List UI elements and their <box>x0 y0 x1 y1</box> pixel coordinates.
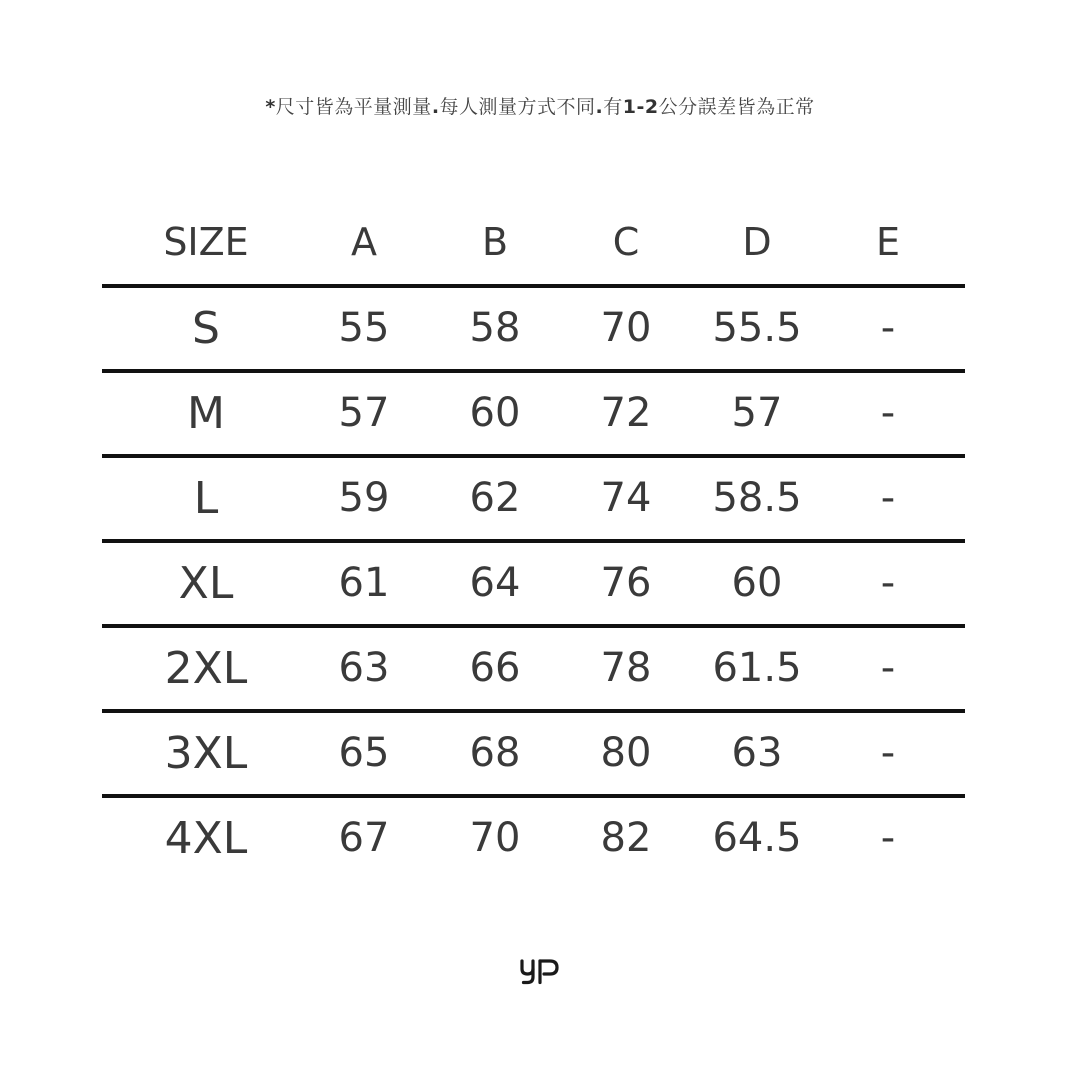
cell-size: 2XL <box>164 643 248 694</box>
cell-b: 64 <box>469 560 521 606</box>
cell-size: S <box>192 303 220 354</box>
cell-a: 67 <box>338 815 390 861</box>
cell-b: 68 <box>469 730 521 776</box>
table-header-row <box>102 200 965 284</box>
measurement-note <box>0 92 1080 119</box>
cell-d: 60 <box>731 560 783 606</box>
cell-a: 65 <box>338 730 390 776</box>
cell-size: M <box>187 388 225 439</box>
table-row <box>102 458 965 539</box>
header-size: SIZE <box>163 220 249 264</box>
cell-d: 58.5 <box>712 475 802 521</box>
header-b: B <box>481 220 509 264</box>
table-row <box>102 543 965 624</box>
cell-a: 61 <box>338 560 390 606</box>
note-dot-1: . <box>431 96 440 118</box>
header-d: D <box>742 220 772 264</box>
note-part-3: 有 <box>603 96 623 118</box>
cell-b: 66 <box>469 645 521 691</box>
header-c: C <box>612 220 640 264</box>
cell-d: 61.5 <box>712 645 802 691</box>
table-row <box>102 628 965 709</box>
cell-e: - <box>880 815 896 861</box>
cell-e: - <box>880 305 896 351</box>
cell-e: - <box>880 730 896 776</box>
cell-c: 82 <box>600 815 652 861</box>
cell-a: 57 <box>338 390 390 436</box>
cell-a: 59 <box>338 475 390 521</box>
cell-a: 55 <box>338 305 390 351</box>
note-part-2: 每人測量方式不同 <box>439 96 596 118</box>
table-row <box>102 373 965 454</box>
cell-size: 4XL <box>164 813 248 864</box>
cell-d: 64.5 <box>712 815 802 861</box>
table-row <box>102 798 965 879</box>
cell-c: 76 <box>600 560 652 606</box>
header-a: A <box>351 220 377 264</box>
note-dot-2: . <box>595 96 604 118</box>
cell-c: 74 <box>600 475 652 521</box>
cell-b: 62 <box>469 475 521 521</box>
cell-b: 70 <box>469 815 521 861</box>
cell-d: 63 <box>731 730 783 776</box>
cell-size: L <box>193 473 219 524</box>
size-table <box>102 200 965 879</box>
logo-text: yp <box>519 957 521 958</box>
cell-e: - <box>880 645 896 691</box>
table-row <box>102 288 965 369</box>
cell-b: 58 <box>469 305 521 351</box>
note-range: 1-2 <box>622 96 659 118</box>
cell-c: 72 <box>600 390 652 436</box>
yp-logo-icon <box>519 957 561 985</box>
cell-b: 60 <box>469 390 521 436</box>
note-asterisk: * <box>265 96 276 118</box>
cell-c: 70 <box>600 305 652 351</box>
cell-e: - <box>880 475 896 521</box>
note-part-4: 公分誤差皆為正常 <box>658 96 815 118</box>
cell-a: 63 <box>338 645 390 691</box>
cell-e: - <box>880 390 896 436</box>
cell-d: 55.5 <box>712 305 802 351</box>
cell-e: - <box>880 560 896 606</box>
note-part-1: 尺寸皆為平量測量 <box>275 96 432 118</box>
table-row <box>102 713 965 794</box>
cell-size: 3XL <box>164 728 248 779</box>
cell-c: 80 <box>600 730 652 776</box>
cell-c: 78 <box>600 645 652 691</box>
cell-d: 57 <box>731 390 783 436</box>
header-e: E <box>875 220 901 264</box>
cell-size: XL <box>178 558 234 609</box>
